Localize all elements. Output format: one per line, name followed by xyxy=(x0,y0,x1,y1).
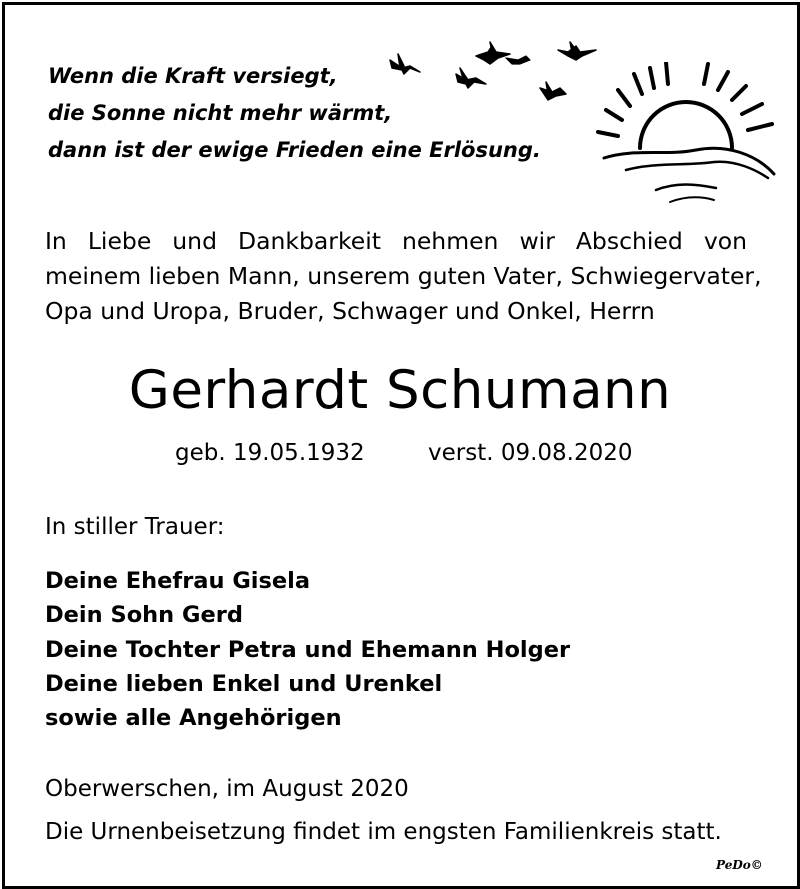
death-date: verst. 09.08.2020 xyxy=(428,440,633,466)
mourner-entry: Deine Ehefrau Gisela xyxy=(45,568,311,594)
mourner-entry: sowie alle Angehörigen xyxy=(45,705,342,732)
mourners-list xyxy=(45,564,570,735)
intro-line: Opa und Uropa, Bruder, Schwager und Onkel, Herrn xyxy=(45,297,655,325)
mourner-entry: Deine lieben Enkel und Urenkel xyxy=(45,670,443,697)
mourning-heading: In stiller Trauer: xyxy=(45,514,225,540)
designer-signature: PeDo© xyxy=(716,858,763,872)
place-and-date: Oberwerschen, im August 2020 xyxy=(45,776,409,802)
sunset-icon xyxy=(596,62,778,212)
intro-line: In Liebe und Dankbarkeit nehmen wir Abschied von xyxy=(45,227,747,255)
intro-line: meinem lieben Mann, unserem guten Vater, Schwiegervater, xyxy=(45,262,762,290)
mourner-entry: Deine Tochter Petra und Ehemann Holger xyxy=(45,636,571,663)
verse-line: dann ist der ewige Frieden eine Erlösung. xyxy=(48,138,541,162)
mourner-entry: Dein Sohn Gerd xyxy=(45,602,243,629)
funeral-note: Die Urnenbeisetzung findet im engsten Familienkreis statt. xyxy=(45,819,722,845)
deceased-name: Gerhardt Schumann xyxy=(128,360,672,421)
birth-date: geb. 19.05.1932 xyxy=(175,440,365,466)
farewell-intro xyxy=(45,224,762,329)
verse-line: die Sonne nicht mehr wärmt, xyxy=(48,101,393,125)
memorial-verse xyxy=(48,58,541,169)
verse-line: Wenn die Kraft versiegt, xyxy=(48,64,338,88)
